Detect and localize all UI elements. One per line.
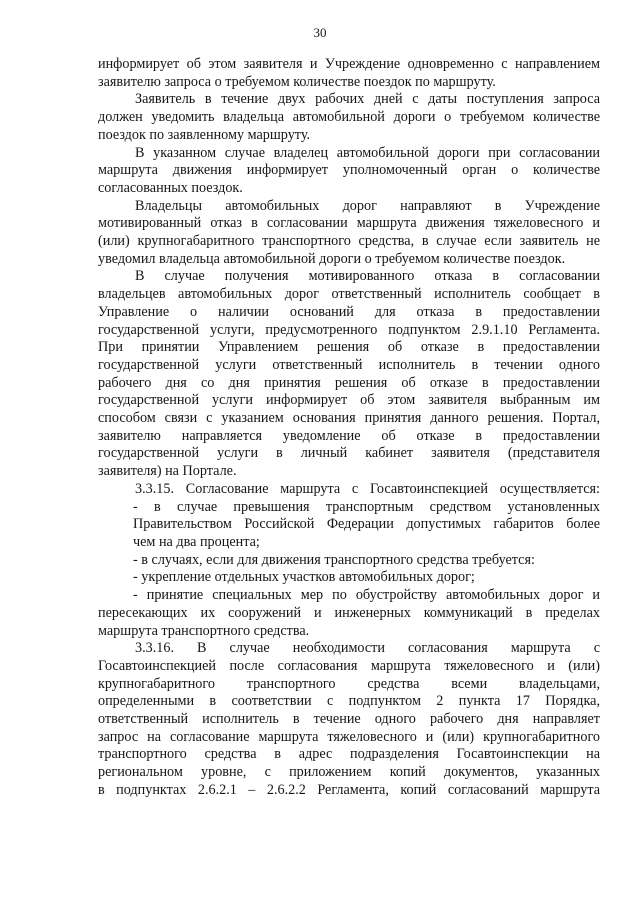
text-line: запрос на согласование маршрута тяжеловесного и (или) крупногабаритного — [98, 728, 600, 745]
section-line-3-3-16: 3.3.16. В случае необходимости согласования маршрута с — [135, 640, 600, 657]
text-line: государственной услуги информирует об этом заявителя выбранным им — [98, 392, 600, 409]
text-line: государственной услуги в личный кабинет заявителя (представителя — [98, 445, 600, 462]
section-line-3-3-15: 3.3.15. Согласование маршрута с Госавтоинспекцией осуществляется: — [135, 480, 600, 497]
text-line: государственной услуги ответственный исполнитель в течении одного — [98, 356, 600, 373]
text-line: региональном уровне, с приложением копий документов, указанных — [98, 764, 600, 781]
list-item-line: - принятие специальных мер по обустройству автомобильных дорог и — [133, 587, 600, 604]
text-line: владельцев автомобильных дорог ответственный исполнитель сообщает в — [98, 286, 600, 303]
text-line: поездок по заявленному маршруту. — [98, 126, 311, 143]
text-line: Заявитель в течение двух рабочих дней с даты поступления запроса — [135, 91, 600, 108]
text-line: в подпунктах 2.6.2.1 – 2.6.2.2 Регламента, копий согласований маршрута — [98, 781, 600, 798]
text-line: В указанном случае владелец автомобильной дороги при согласовании — [135, 144, 600, 161]
text-line: Владельцы автомобильных дорог направляют в Учреждение — [135, 197, 600, 214]
list-item-line: - в случае превышения транспортным средством установленных — [133, 498, 600, 515]
text-line: (или) крупногабаритного транспортного средства, в случае если заявитель не — [98, 233, 600, 250]
text-line: информирует об этом заявителя и Учреждение одновременно с направлением — [98, 56, 600, 72]
text-line: крупногабаритного транспортного средства всеми владельцами, — [98, 675, 600, 692]
text-line: Госавтоинспекцией после согласования маршрута тяжеловесного и (или) — [98, 657, 600, 674]
text-line: транспортного средства в адрес подразделения Госавтоинспекции на — [98, 746, 600, 763]
text-line: маршрута транспортного средства. — [98, 622, 310, 639]
text-line: Управление о наличии оснований для отказа в предоставлении — [98, 303, 600, 320]
text-line: рабочего дня со дня принятия решения об отказе в предоставлении — [98, 374, 600, 391]
text-line: заявителю направляется уведомление об отказе в предоставлении — [98, 427, 600, 444]
text-line: заявителя) на Портале. — [98, 463, 237, 480]
text-line: уведомил владельца автомобильной дороги о требуемом количестве поездок. — [98, 250, 566, 267]
text-line: заявителю запроса о требуемом количестве поездок по маршруту. — [98, 73, 496, 90]
text-line: способом связи с указанием основания принятия данного решения. Портал, — [98, 410, 600, 427]
text-line: государственной услуги, предусмотренного подпунктом 2.9.1.10 Регламента. — [98, 321, 600, 338]
text-line: согласованных поездок. — [98, 179, 243, 196]
text-line: пересекающих их сооружений и инженерных коммуникаций в пределах — [98, 604, 600, 621]
text-line: ответственный исполнитель в течение одного рабочего дня направляет — [98, 711, 600, 728]
text-line: мотивированный отказ в согласовании маршрута движения тяжеловесного и — [98, 215, 600, 232]
text-line: маршрута движения информирует уполномоченный орган о количестве — [98, 162, 600, 179]
list-item-line: чем на два процента; — [133, 533, 260, 550]
text-line: В случае получения мотивированного отказа в согласовании — [135, 268, 600, 285]
document-body — [98, 56, 600, 800]
list-item-line: - укрепление отдельных участков автомобильных дорог; — [133, 569, 475, 586]
text-line: должен уведомить владельца автомобильной дороги о требуемом количестве — [98, 109, 600, 126]
list-item-line: Правительством Российской Федерации допустимых габаритов более — [133, 516, 600, 533]
text-line: определенными в соответствии с подпунктом 2 пункта 17 Порядка, — [98, 693, 600, 710]
text-line: При принятии Управлением решения об отказе в предоставлении — [98, 339, 600, 356]
page-number: 30 — [313, 25, 327, 40]
list-item-line: - в случаях, если для движения транспортного средства требуется: — [133, 551, 535, 568]
